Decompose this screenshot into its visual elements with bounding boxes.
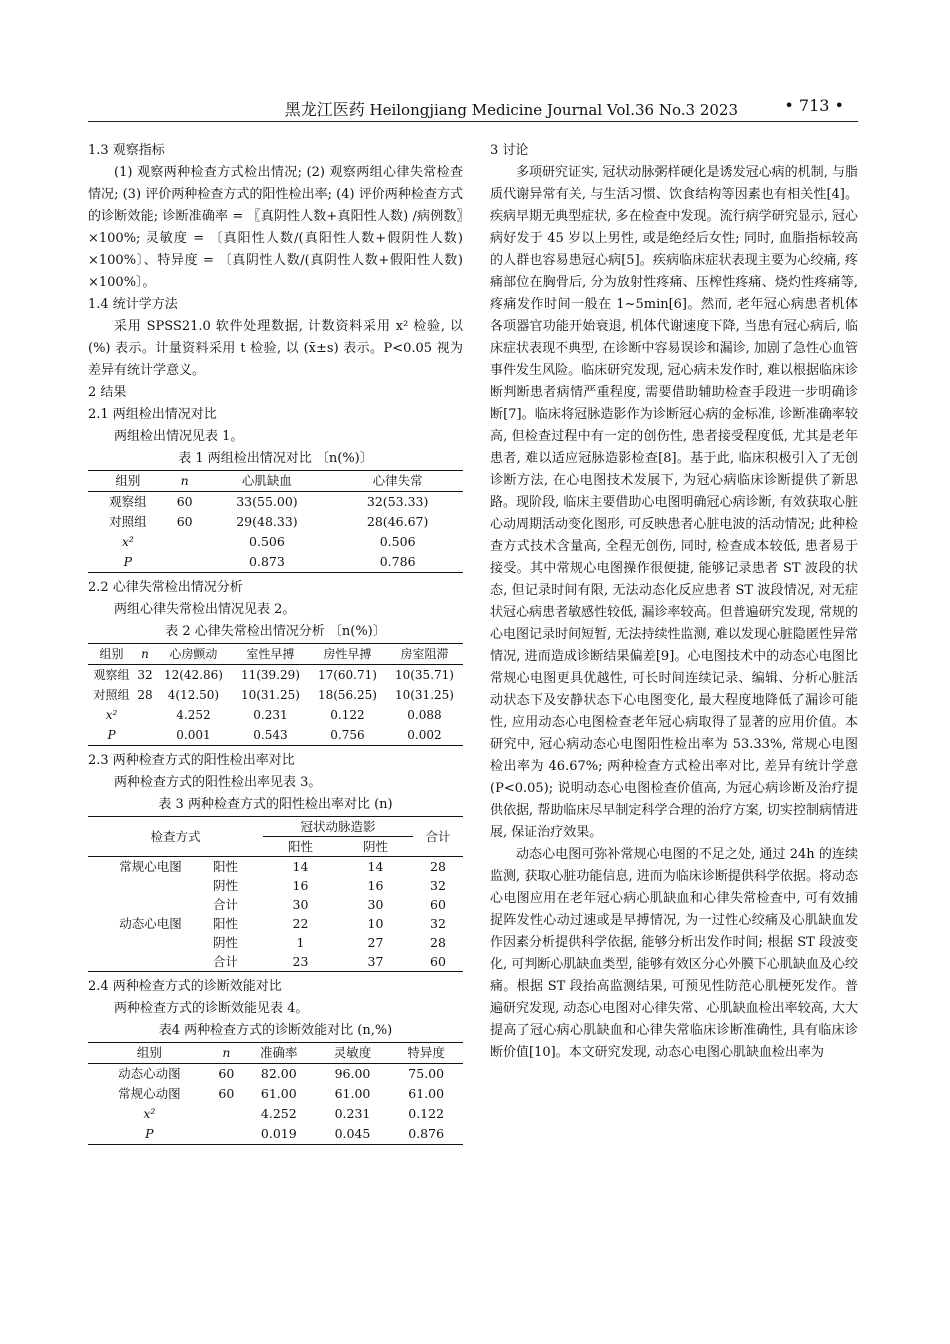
table-row (88, 952, 463, 972)
table-row (88, 895, 463, 914)
table-cell: 23 (292, 954, 309, 969)
table-header: 阴性 (338, 837, 413, 857)
table-cell: 0.088 (407, 708, 442, 722)
table-cell: 82.00 (260, 1066, 297, 1081)
table-header: 阳性 (263, 837, 338, 857)
table-row (88, 1064, 463, 1085)
table-cell: 14 (367, 859, 384, 874)
table-header: 组别 (136, 1045, 162, 1060)
journal-title: 黑龙江医药 Heilongjiang Medicine Journal Vol.36 No.3 2023 (284, 100, 738, 119)
table-cell: x² (105, 708, 118, 722)
discussion-para-2: 动态心电图可弥补常规心电图的不足之处, 通过 24h 的连续监测, 获取心脏功能信息, 进而为临床诊断提供科学依据。将动态心电图应用在老年冠心病心肌缺血和心律失常检查中, 可有效捕捉阵发性心动过速或是早搏情况, 为一过性心绞痛及心肌缺血发作因素分析提供科学依据, 能够分析出发作时间; 根据 ST 段波变化, 可判断心肌缺血类型, 能够有效区分心外膜下心肌缺血及心绞痛。根据 ST 段抬高监测结果, 可预见性防范心肌梗死发作。普遍研究发现, 动态心电图对心律失常、心肌缺血检出率较高, 大大提高了冠心病心肌缺血和心律失常临床诊断准确性, 具有临床诊断价值[10]。本文研究发现, 动态心电图心肌缺血检出率为 (490, 847, 858, 1060)
table-3 (88, 816, 463, 972)
table-cell: 61.00 (260, 1086, 297, 1101)
table-row (88, 492, 463, 513)
table-cell (88, 933, 213, 952)
table-header: 房性早搏 (323, 647, 372, 661)
table-cell: 32 (430, 916, 446, 931)
table-cell: 60 (218, 1066, 235, 1081)
section-2-2-title: 2.2 心律失常检出情况分析 (88, 580, 243, 595)
table-cell: 阳性 (212, 859, 238, 874)
table-cell (135, 725, 155, 746)
table-header: n (222, 1045, 231, 1060)
table-cell: 0.756 (330, 728, 365, 742)
table-cell: 阴性 (212, 935, 238, 950)
table-cell: 60 (218, 1086, 235, 1101)
table-header: 检查方式 (88, 817, 263, 857)
table-cell: 4.252 (176, 708, 211, 722)
table-cell: 16 (367, 878, 384, 893)
table-cell: 32 (137, 668, 153, 682)
table-header: 灵敏度 (333, 1045, 372, 1060)
table-cell: 4.252 (260, 1106, 297, 1121)
table-row (88, 1124, 463, 1145)
table-4-caption: 表4 两种检查方式的诊断效能对比 (n,%) (158, 1023, 393, 1038)
table-row (88, 933, 463, 952)
table-cell: 28 (430, 859, 446, 874)
table-cell: 0.876 (408, 1126, 445, 1141)
table-row (88, 876, 463, 895)
left-column (88, 140, 463, 1145)
table-cell: 10 (367, 916, 384, 931)
table-cell: 22 (292, 916, 309, 931)
table-header: 心律失常 (372, 473, 423, 488)
table-cell: 33(55.00) (236, 494, 298, 509)
table-cell: 1 (296, 935, 305, 950)
section-2-4-text: 两种检查方式的诊断效能见表 4。 (114, 1001, 309, 1016)
page-number: • 713 • (784, 96, 844, 115)
table-header: 冠状动脉造影 (263, 817, 413, 837)
table-cell: 观察组 (93, 668, 130, 682)
table-header: 心肌缺血 (241, 473, 292, 488)
table-cell: 0.001 (176, 728, 211, 742)
table-row (88, 914, 463, 933)
page-header (88, 95, 858, 122)
section-3-title: 3 讨论 (490, 143, 529, 158)
table-cell: 合计 (212, 954, 238, 969)
table-cell (168, 552, 202, 573)
table-cell: 常规心动图 (118, 1086, 181, 1101)
table-header: 组别 (115, 473, 141, 488)
table-row (88, 1104, 463, 1124)
table-1 (88, 470, 463, 573)
table-cell: 60 (430, 954, 446, 969)
table-cell (135, 705, 155, 725)
table-4 (88, 1042, 463, 1145)
table-cell: 10(35.71) (394, 668, 454, 682)
section-2-3-text: 两种检查方式的阳性检出率见表 3。 (114, 775, 322, 790)
section-1-3-text: (1) 观察两种检查方式检出情况; (2) 观察两组心律失常检查情况; (3) 评价两种检查方式的阳性检出率; (4) 评价两种检查方式的诊断效能; 诊断准确率 = 〖真阴性人数+真阳性人数) /病例数〗×100%; 灵敏度 = 〔真阳性人数/(真阳性人数+假阴性人数) ×100%〕、特异度 = 〔真阴性人数/(真阴性人数+假阳性人数) ×100%〕。 (88, 165, 463, 290)
table-cell: 4(12.50) (167, 688, 220, 702)
table-cell: P (123, 554, 133, 569)
table-cell: 0.002 (407, 728, 442, 742)
table-cell (211, 1124, 242, 1145)
table-header: 心房颤动 (169, 647, 218, 661)
table-cell: P (107, 728, 116, 742)
table-cell: 28(46.67) (366, 514, 429, 529)
table-cell: 61.00 (408, 1086, 445, 1101)
table-cell (88, 895, 213, 914)
section-2-title: 2 结果 (88, 385, 127, 400)
table-header: 房室阻滞 (400, 647, 449, 661)
table-cell (168, 532, 202, 552)
table-cell: 28 (137, 688, 153, 702)
table-cell (211, 1104, 242, 1124)
table-cell: 0.506 (379, 534, 416, 549)
table-cell: 28 (430, 935, 446, 950)
table-2 (88, 643, 463, 746)
table-row (88, 685, 463, 705)
table-header: 合计 (413, 817, 463, 857)
table-cell: 11(39.29) (240, 668, 300, 682)
right-column (490, 140, 858, 1064)
table-cell: 合计 (212, 897, 238, 912)
table-row (88, 857, 463, 877)
section-1-4-title: 1.4 统计学方法 (88, 297, 178, 312)
section-2-3-title: 2.3 两种检查方式的阳性检出率对比 (88, 753, 295, 768)
table-cell: 0.122 (408, 1106, 445, 1121)
table-1-caption: 表 1 两组检出情况对比 〔n(%)〕 (178, 451, 373, 466)
table-cell: 27 (367, 935, 384, 950)
table-cell: 0.231 (334, 1106, 371, 1121)
table-cell: 动态心动图 (118, 1066, 181, 1081)
table-cell: 观察组 (109, 494, 147, 509)
table-header: 特异度 (407, 1045, 445, 1060)
table-header: 组别 (99, 647, 124, 661)
table-cell: 0.045 (334, 1126, 371, 1141)
section-1-4-text: 采用 SPSS21.0 软件处理数据, 计数资料采用 x² 检验, 以(%) 表示。计量资料采用 t 检验, 以 (x̄±s) 表示。P<0.05 视为差异有统计学意义。 (88, 319, 463, 378)
table-cell (88, 952, 213, 972)
table-cell: 16 (292, 878, 309, 893)
table-cell: 阴性 (212, 878, 238, 893)
table-cell: 10(31.25) (394, 688, 454, 702)
table-row (88, 665, 463, 686)
table-cell: 17(60.71) (317, 668, 377, 682)
table-cell: 0.873 (249, 554, 285, 569)
table-cell: 0.122 (330, 708, 365, 722)
section-1-3-title: 1.3 观察指标 (88, 143, 165, 158)
table-row (88, 705, 463, 725)
discussion-para-1: 多项研究证实, 冠状动脉粥样硬化是诱发冠心病的机制, 与脂质代谢异常有关, 与生活习惯、饮食结构等因素也有相关性[4]。疾病早期无典型症状, 多在检查中发现。流行病学研究显示, 冠心病好发于 45 岁以上男性, 或是绝经后女性; 同时, 血脂指标较高的人群也容易患冠心病[5]。疾病临床症状表现主要为心绞痛, 疼痛部位在胸骨后, 分为放射性疼痛、压榨性疼痛、烧灼性疼痛等, 疼痛发作时间一般在 1~5min[6]。然而, 老年冠心病患者机体各项器官功能开始衰退, 机体代谢速度下降, 当患有冠心病后, 临床症状表现不典型, 在诊断中容易误诊和漏诊, 加剧了急性心血管事件发生风险。临床研究发现, 冠心病未发作时, 难以根据临床诊断判断患者病情严重程度, 需要借助辅助检查手段进一步明确诊断[7]。临床将冠脉造影作为诊断冠心病的金标准, 诊断准确率较高, 但检查过程中有一定的创伤性, 患者接受程度低, 尤其是老年患者, 难以适应冠脉造影检查[8]。基于此, 临床积极引入了无创诊断方法, 在心电图技术发展下, 为冠心病临床诊断提供了新思路。现阶段, 临床主要借助心电图明确冠心病诊断, 有效获取心脏心动周期活动变化图形, 可反映患者心脏电波的活动情况; 此种检查方式技术含量高, 全程无创伤, 同时, 检查成本较低, 患者易于接受。其中常规心电图操作很便捷, 能够记录患者 ST 波段的状态, 但记录时间有限, 无法动态化反应患者 ST 波段情况, 对无症状冠心病患者敏感性较低, 漏诊率较高。但普遍研究发现, 常规的心电图记录时间短暂, 无法持续性监测, 难以发现心脏隐匿性异常情况, 进而造成诊断结果偏差[9]。心电图技术中的动态心电图比常规心电图更具优越性, 可长时间连续记录、编辑、分析心脏活动状态下及安静状态下心电图变化, 最大程度地降低了漏诊可能性, 应用动态心电图检查老年冠心病取得了显著的应用价值。本研究中, 冠心病动态心电图阳性检出率为 53.33%, 常规心电图检出率为 46.67%; 两种检查方式检出率对比, 差异有统计学意(P<0.05); 说明动态心电图检查价值高, 为冠心病诊断及治疗提供依据, 帮助临床尽早制定科学合理的治疗方案, 切实控制病情进展, 保证治疗效果。 (490, 165, 858, 840)
section-2-1-title: 2.1 两组检出情况对比 (88, 407, 217, 422)
table-cell: 32 (430, 878, 446, 893)
section-2-4-title: 2.4 两种检查方式的诊断效能对比 (88, 979, 282, 994)
table-header: 准确率 (260, 1045, 298, 1060)
table-cell: 0.231 (253, 708, 288, 722)
table-row (88, 552, 463, 573)
table-cell: 18(56.25) (317, 688, 377, 702)
table-cell: 12(42.86) (163, 668, 223, 682)
section-2-2-text: 两组心律失常检出情况见表 2。 (114, 602, 296, 617)
table-cell: P (145, 1126, 154, 1141)
table-cell: 0.786 (379, 554, 416, 569)
table-row (88, 1084, 463, 1104)
table-cell: 对照组 (109, 514, 147, 529)
table-cell: x² (121, 534, 134, 549)
table-cell: 60 (176, 494, 193, 509)
section-2-1-text: 两组检出情况见表 1。 (114, 429, 244, 444)
table-cell: 96.00 (334, 1066, 371, 1081)
table-cell: 60 (176, 514, 193, 529)
table-2-caption: 表 2 心律失常检出情况分析 〔n(%)〕 (165, 624, 386, 639)
table-header: n (180, 473, 189, 488)
table-cell: 0.543 (253, 728, 288, 742)
table-cell: 60 (430, 897, 446, 912)
table-cell: 10(31.25) (240, 688, 300, 702)
table-3-caption: 表 3 两种检查方式的阳性检出率对比 (n) (158, 797, 393, 812)
table-cell: 动态心电图 (119, 916, 182, 931)
table-cell: 常规心电图 (119, 859, 182, 874)
table-cell: 30 (292, 897, 309, 912)
table-cell: 75.00 (408, 1066, 445, 1081)
table-cell (88, 876, 213, 895)
table-cell: 14 (292, 859, 309, 874)
table-cell: 30 (367, 897, 384, 912)
table-cell: 37 (367, 954, 384, 969)
table-header: n (141, 647, 149, 661)
table-cell: 29(48.33) (236, 514, 298, 529)
table-row (88, 532, 463, 552)
table-header: 室性早搏 (246, 647, 295, 661)
table-cell: 阳性 (212, 916, 238, 931)
table-cell: 0.019 (260, 1126, 297, 1141)
table-row (88, 725, 463, 746)
table-cell: 0.506 (249, 534, 285, 549)
table-cell: x² (143, 1106, 156, 1121)
table-row (88, 512, 463, 532)
table-cell: 61.00 (334, 1086, 371, 1101)
table-cell: 32(53.33) (366, 494, 429, 509)
table-cell: 对照组 (93, 688, 130, 702)
